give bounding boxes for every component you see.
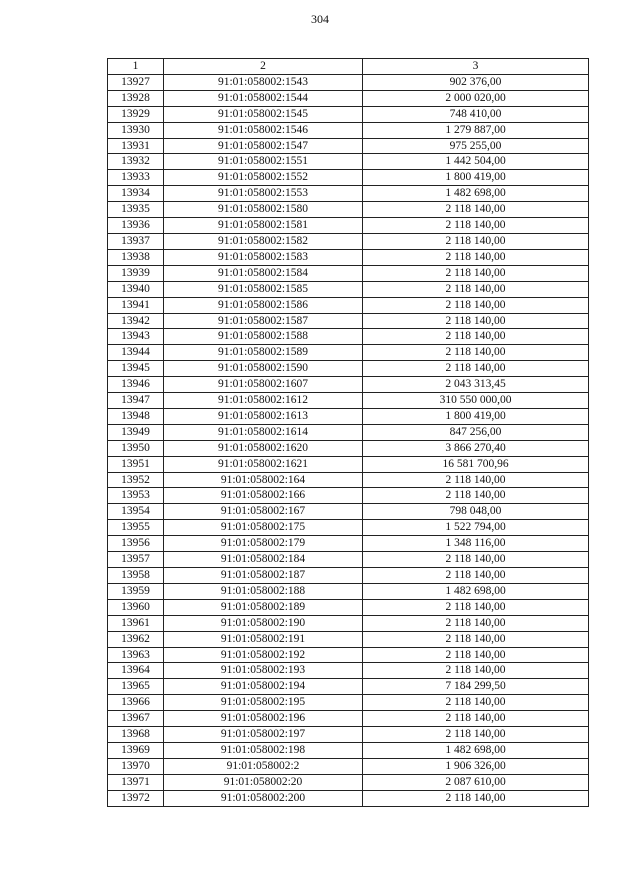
table-row bbox=[108, 281, 589, 297]
row-number-cell: 13962 bbox=[108, 631, 164, 647]
value-cell: 2 118 140,00 bbox=[363, 631, 589, 647]
column-header-2: 2 bbox=[164, 59, 363, 75]
cadastral-number-cell: 91:01:058002:1621 bbox=[164, 456, 363, 472]
cadastral-number-cell: 91:01:058002:1546 bbox=[164, 122, 363, 138]
table-row bbox=[108, 536, 589, 552]
value-cell: 2 118 140,00 bbox=[363, 345, 589, 361]
value-cell: 1 348 116,00 bbox=[363, 536, 589, 552]
cadastral-number-cell: 91:01:058002:164 bbox=[164, 472, 363, 488]
row-number-cell: 13929 bbox=[108, 106, 164, 122]
row-number-cell: 13951 bbox=[108, 456, 164, 472]
cadastral-number-cell: 91:01:058002:1581 bbox=[164, 218, 363, 234]
page-number: 304 bbox=[311, 12, 329, 26]
value-cell: 16 581 700,96 bbox=[363, 456, 589, 472]
value-cell: 2 118 140,00 bbox=[363, 711, 589, 727]
table-row bbox=[108, 488, 589, 504]
cadastral-number-cell: 91:01:058002:187 bbox=[164, 568, 363, 584]
value-cell: 2 118 140,00 bbox=[363, 695, 589, 711]
row-number-cell: 13938 bbox=[108, 249, 164, 265]
table-row bbox=[108, 377, 589, 393]
table-row bbox=[108, 440, 589, 456]
row-number-cell: 13965 bbox=[108, 679, 164, 695]
cadastral-value-table bbox=[107, 58, 589, 807]
value-cell: 3 866 270,40 bbox=[363, 440, 589, 456]
row-number-cell: 13956 bbox=[108, 536, 164, 552]
table-row bbox=[108, 106, 589, 122]
value-cell: 2 118 140,00 bbox=[363, 281, 589, 297]
row-number-cell: 13954 bbox=[108, 504, 164, 520]
table-row bbox=[108, 393, 589, 409]
value-cell: 1 482 698,00 bbox=[363, 583, 589, 599]
value-cell: 2 118 140,00 bbox=[363, 663, 589, 679]
value-cell: 2 118 140,00 bbox=[363, 552, 589, 568]
table-row bbox=[108, 774, 589, 790]
row-number-cell: 13967 bbox=[108, 711, 164, 727]
cadastral-number-cell: 91:01:058002:1584 bbox=[164, 265, 363, 281]
table-row bbox=[108, 599, 589, 615]
table-row bbox=[108, 790, 589, 806]
cadastral-number-cell: 91:01:058002:179 bbox=[164, 536, 363, 552]
value-cell: 2 118 140,00 bbox=[363, 297, 589, 313]
row-number-cell: 13949 bbox=[108, 424, 164, 440]
value-cell: 2 118 140,00 bbox=[363, 265, 589, 281]
table-row bbox=[108, 711, 589, 727]
value-cell: 975 255,00 bbox=[363, 138, 589, 154]
cadastral-number-cell: 91:01:058002:1585 bbox=[164, 281, 363, 297]
column-header-3: 3 bbox=[363, 59, 589, 75]
cadastral-number-cell: 91:01:058002:188 bbox=[164, 583, 363, 599]
row-number-cell: 13960 bbox=[108, 599, 164, 615]
table-row bbox=[108, 122, 589, 138]
value-cell: 902 376,00 bbox=[363, 74, 589, 90]
cadastral-number-cell: 91:01:058002:1582 bbox=[164, 233, 363, 249]
cadastral-number-cell: 91:01:058002:198 bbox=[164, 742, 363, 758]
table-row bbox=[108, 727, 589, 743]
row-number-cell: 13941 bbox=[108, 297, 164, 313]
table-row bbox=[108, 90, 589, 106]
row-number-cell: 13946 bbox=[108, 377, 164, 393]
table-row bbox=[108, 138, 589, 154]
row-number-cell: 13970 bbox=[108, 758, 164, 774]
table-row bbox=[108, 663, 589, 679]
table-row bbox=[108, 74, 589, 90]
value-cell: 2 118 140,00 bbox=[363, 361, 589, 377]
row-number-cell: 13927 bbox=[108, 74, 164, 90]
cadastral-number-cell: 91:01:058002:1613 bbox=[164, 408, 363, 424]
table-row bbox=[108, 424, 589, 440]
table-row bbox=[108, 170, 589, 186]
table-row bbox=[108, 520, 589, 536]
table-header bbox=[108, 59, 589, 75]
row-number-cell: 13971 bbox=[108, 774, 164, 790]
row-number-cell: 13935 bbox=[108, 202, 164, 218]
cadastral-number-cell: 91:01:058002:1607 bbox=[164, 377, 363, 393]
table-row bbox=[108, 361, 589, 377]
value-cell: 1 800 419,00 bbox=[363, 170, 589, 186]
table-row bbox=[108, 742, 589, 758]
value-cell: 2 000 020,00 bbox=[363, 90, 589, 106]
value-cell: 2 118 140,00 bbox=[363, 647, 589, 663]
cadastral-number-cell: 91:01:058002:2 bbox=[164, 758, 363, 774]
value-cell: 2 118 140,00 bbox=[363, 568, 589, 584]
cadastral-number-cell: 91:01:058002:1553 bbox=[164, 186, 363, 202]
header-row bbox=[108, 59, 589, 75]
row-number-cell: 13966 bbox=[108, 695, 164, 711]
cadastral-number-cell: 91:01:058002:1583 bbox=[164, 249, 363, 265]
cadastral-number-cell: 91:01:058002:192 bbox=[164, 647, 363, 663]
table-row bbox=[108, 456, 589, 472]
row-number-cell: 13932 bbox=[108, 154, 164, 170]
row-number-cell: 13933 bbox=[108, 170, 164, 186]
cadastral-number-cell: 91:01:058002:1580 bbox=[164, 202, 363, 218]
value-cell: 1 442 504,00 bbox=[363, 154, 589, 170]
cadastral-number-cell: 91:01:058002:200 bbox=[164, 790, 363, 806]
value-cell: 2 118 140,00 bbox=[363, 313, 589, 329]
table-row bbox=[108, 647, 589, 663]
value-cell: 2 118 140,00 bbox=[363, 488, 589, 504]
value-cell: 2 118 140,00 bbox=[363, 599, 589, 615]
row-number-cell: 13928 bbox=[108, 90, 164, 106]
value-cell: 310 550 000,00 bbox=[363, 393, 589, 409]
row-number-cell: 13944 bbox=[108, 345, 164, 361]
row-number-cell: 13936 bbox=[108, 218, 164, 234]
table-row bbox=[108, 472, 589, 488]
value-cell: 7 184 299,50 bbox=[363, 679, 589, 695]
table-row bbox=[108, 218, 589, 234]
cadastral-number-cell: 91:01:058002:1543 bbox=[164, 74, 363, 90]
row-number-cell: 13939 bbox=[108, 265, 164, 281]
table-row bbox=[108, 186, 589, 202]
cadastral-number-cell: 91:01:058002:167 bbox=[164, 504, 363, 520]
value-cell: 1 522 794,00 bbox=[363, 520, 589, 536]
row-number-cell: 13948 bbox=[108, 408, 164, 424]
cadastral-number-cell: 91:01:058002:195 bbox=[164, 695, 363, 711]
table-row bbox=[108, 408, 589, 424]
row-number-cell: 13958 bbox=[108, 568, 164, 584]
cadastral-number-cell: 91:01:058002:1586 bbox=[164, 297, 363, 313]
row-number-cell: 13957 bbox=[108, 552, 164, 568]
table-row bbox=[108, 758, 589, 774]
cadastral-number-cell: 91:01:058002:196 bbox=[164, 711, 363, 727]
row-number-cell: 13950 bbox=[108, 440, 164, 456]
table-row bbox=[108, 329, 589, 345]
table-row bbox=[108, 297, 589, 313]
table-row bbox=[108, 552, 589, 568]
value-cell: 748 410,00 bbox=[363, 106, 589, 122]
row-number-cell: 13955 bbox=[108, 520, 164, 536]
value-cell: 1 279 887,00 bbox=[363, 122, 589, 138]
value-cell: 1 482 698,00 bbox=[363, 186, 589, 202]
cadastral-number-cell: 91:01:058002:1614 bbox=[164, 424, 363, 440]
table-row bbox=[108, 679, 589, 695]
table-row bbox=[108, 695, 589, 711]
cadastral-number-cell: 91:01:058002:1552 bbox=[164, 170, 363, 186]
value-cell: 2 118 140,00 bbox=[363, 329, 589, 345]
table-row bbox=[108, 345, 589, 361]
table-row bbox=[108, 313, 589, 329]
row-number-cell: 13963 bbox=[108, 647, 164, 663]
value-cell: 798 048,00 bbox=[363, 504, 589, 520]
cadastral-number-cell: 91:01:058002:194 bbox=[164, 679, 363, 695]
row-number-cell: 13930 bbox=[108, 122, 164, 138]
row-number-cell: 13968 bbox=[108, 727, 164, 743]
cadastral-number-cell: 91:01:058002:1588 bbox=[164, 329, 363, 345]
table-row bbox=[108, 568, 589, 584]
row-number-cell: 13953 bbox=[108, 488, 164, 504]
value-cell: 2 118 140,00 bbox=[363, 615, 589, 631]
cadastral-number-cell: 91:01:058002:1612 bbox=[164, 393, 363, 409]
row-number-cell: 13969 bbox=[108, 742, 164, 758]
row-number-cell: 13972 bbox=[108, 790, 164, 806]
value-cell: 2 118 140,00 bbox=[363, 727, 589, 743]
cadastral-number-cell: 91:01:058002:1590 bbox=[164, 361, 363, 377]
value-cell: 2 043 313,45 bbox=[363, 377, 589, 393]
cadastral-number-cell: 91:01:058002:166 bbox=[164, 488, 363, 504]
row-number-cell: 13961 bbox=[108, 615, 164, 631]
cadastral-number-cell: 91:01:058002:1547 bbox=[164, 138, 363, 154]
value-cell: 2 118 140,00 bbox=[363, 218, 589, 234]
value-cell: 1 906 326,00 bbox=[363, 758, 589, 774]
value-cell: 2 118 140,00 bbox=[363, 202, 589, 218]
cadastral-number-cell: 91:01:058002:1551 bbox=[164, 154, 363, 170]
cadastral-number-cell: 91:01:058002:191 bbox=[164, 631, 363, 647]
cadastral-number-cell: 91:01:058002:1589 bbox=[164, 345, 363, 361]
value-cell: 847 256,00 bbox=[363, 424, 589, 440]
cadastral-number-cell: 91:01:058002:197 bbox=[164, 727, 363, 743]
table-row bbox=[108, 265, 589, 281]
table-row bbox=[108, 233, 589, 249]
table-row bbox=[108, 615, 589, 631]
row-number-cell: 13937 bbox=[108, 233, 164, 249]
row-number-cell: 13943 bbox=[108, 329, 164, 345]
value-cell: 2 118 140,00 bbox=[363, 790, 589, 806]
value-cell: 2 118 140,00 bbox=[363, 472, 589, 488]
row-number-cell: 13931 bbox=[108, 138, 164, 154]
cadastral-number-cell: 91:01:058002:190 bbox=[164, 615, 363, 631]
row-number-cell: 13940 bbox=[108, 281, 164, 297]
cadastral-number-cell: 91:01:058002:175 bbox=[164, 520, 363, 536]
table-row bbox=[108, 631, 589, 647]
cadastral-number-cell: 91:01:058002:20 bbox=[164, 774, 363, 790]
cadastral-number-cell: 91:01:058002:1545 bbox=[164, 106, 363, 122]
cadastral-number-cell: 91:01:058002:184 bbox=[164, 552, 363, 568]
table-row bbox=[108, 202, 589, 218]
value-cell: 2 118 140,00 bbox=[363, 249, 589, 265]
value-cell: 1 800 419,00 bbox=[363, 408, 589, 424]
cadastral-number-cell: 91:01:058002:1544 bbox=[164, 90, 363, 106]
cadastral-number-cell: 91:01:058002:193 bbox=[164, 663, 363, 679]
table-row bbox=[108, 504, 589, 520]
row-number-cell: 13959 bbox=[108, 583, 164, 599]
row-number-cell: 13945 bbox=[108, 361, 164, 377]
table-body bbox=[108, 74, 589, 806]
value-cell: 2 087 610,00 bbox=[363, 774, 589, 790]
cadastral-number-cell: 91:01:058002:1587 bbox=[164, 313, 363, 329]
value-cell: 1 482 698,00 bbox=[363, 742, 589, 758]
row-number-cell: 13947 bbox=[108, 393, 164, 409]
cadastral-number-cell: 91:01:058002:189 bbox=[164, 599, 363, 615]
table-row bbox=[108, 249, 589, 265]
table-row bbox=[108, 154, 589, 170]
row-number-cell: 13952 bbox=[108, 472, 164, 488]
row-number-cell: 13942 bbox=[108, 313, 164, 329]
cadastral-number-cell: 91:01:058002:1620 bbox=[164, 440, 363, 456]
column-header-1: 1 bbox=[108, 59, 164, 75]
row-number-cell: 13964 bbox=[108, 663, 164, 679]
value-cell: 2 118 140,00 bbox=[363, 233, 589, 249]
table-row bbox=[108, 583, 589, 599]
row-number-cell: 13934 bbox=[108, 186, 164, 202]
